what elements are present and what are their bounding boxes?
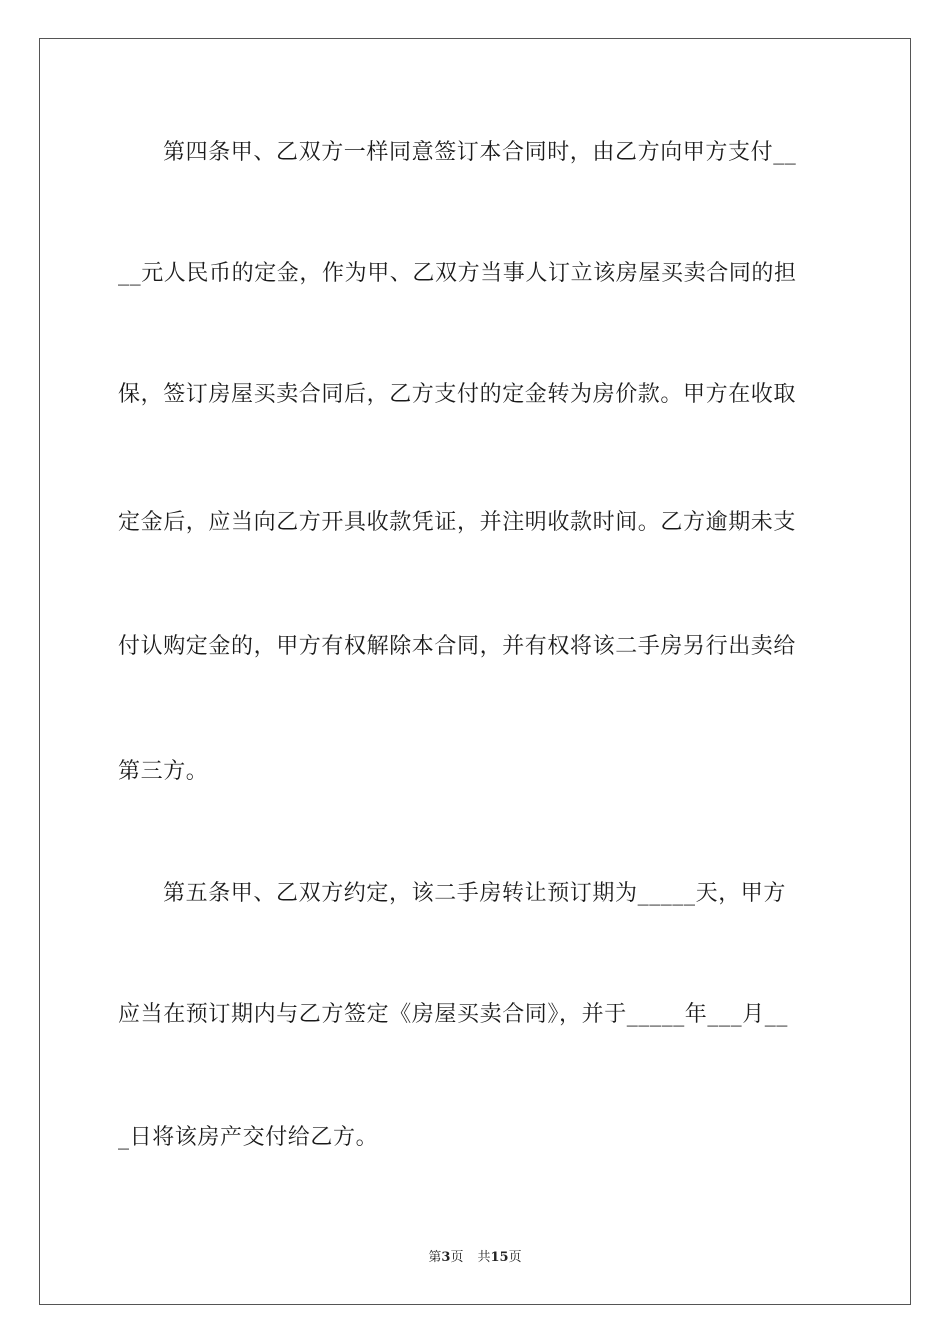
paragraph-4-line-3: 保，签订房屋买卖合同后，乙方支付的定金转为房价款。甲方在收取: [118, 382, 797, 407]
total-prefix: 共: [477, 1250, 491, 1265]
paragraph-5-line-3: _日将该房产交付给乙方。: [118, 1125, 379, 1150]
total-suffix: 页: [508, 1250, 522, 1265]
page-number: 3: [441, 1250, 451, 1265]
paragraph-4-line-2: __元人民币的定金，作为甲、乙双方当事人订立该房屋买卖合同的担: [118, 261, 797, 286]
paragraph-4-line-4: 定金后，应当向乙方开具收款凭证，并注明收款时间。乙方逾期未支: [118, 510, 797, 535]
paragraph-4-line-1: 第四条甲、乙双方一样同意签订本合同时，由乙方向甲方支付__: [163, 140, 797, 165]
total-pages: 15: [490, 1250, 509, 1265]
page-suffix: 页: [450, 1250, 464, 1265]
paragraph-4-line-6: 第三方。: [118, 759, 209, 784]
paragraph-4-line-5: 付认购定金的，甲方有权解除本合同，并有权将该二手房另行出卖给: [118, 634, 797, 659]
page-prefix: 第: [428, 1250, 442, 1265]
paragraph-5-line-1: 第五条甲、乙双方约定，该二手房转让预订期为_____天，甲方: [163, 881, 787, 906]
paragraph-5-line-2: 应当在预订期内与乙方签定《房屋买卖合同》，并于_____年___月__: [118, 1002, 789, 1027]
page-footer: [0, 1246, 950, 1265]
page-border: [39, 38, 911, 1305]
